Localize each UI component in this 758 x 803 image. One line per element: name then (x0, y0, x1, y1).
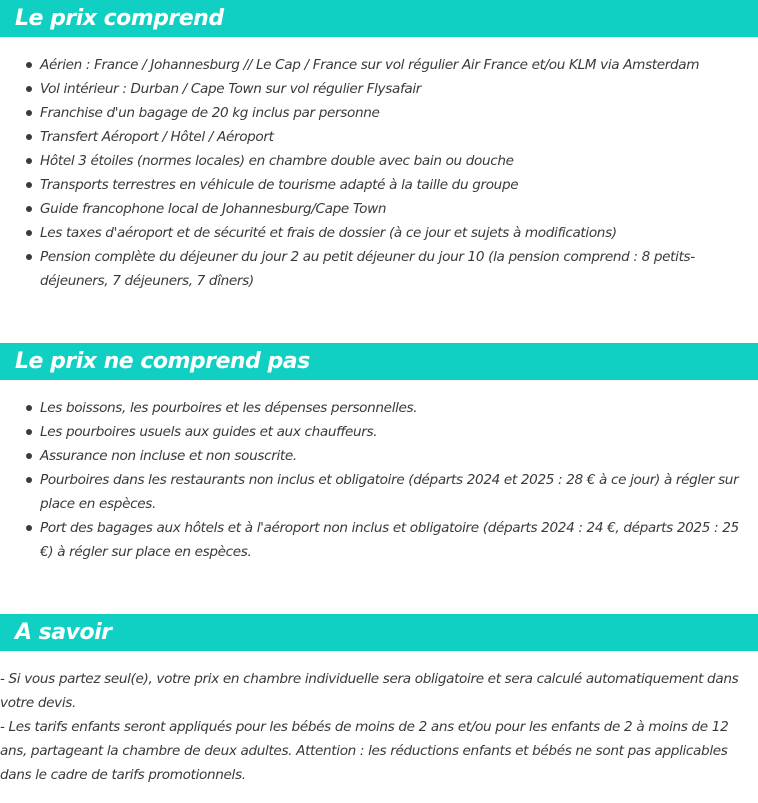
list-item: Franchise d'un bagage de 20 kg inclus par personne (0, 101, 758, 125)
list-item: Assurance non incluse et non souscrite. (0, 444, 758, 468)
list-item: Guide francophone local de Johannesburg/Cape Town (0, 197, 758, 221)
list-item: Hôtel 3 étoiles (normes locales) en chambre double avec bain ou douche (0, 149, 758, 173)
info-note: - Les tarifs enfants seront appliqués pour les bébés de moins de 2 ans et/ou pour les enfants de 2 à moins de 12 ans, partageant la chambre de deux adultes. Attention : les réductions enfants et bébés ne sont pas applicables dans le cadre de tarifs promotionnels. (0, 719, 729, 783)
section-header-info (0, 614, 758, 651)
list-item: Pension complète du déjeuner du jour 2 au petit déjeuner du jour 10 (la pension comprend : 8 petits-déjeuners, 7 déjeuners, 7 dîners) (0, 245, 758, 293)
section-title-included: Le prix comprend (15, 6, 224, 31)
info-notes (0, 667, 756, 787)
list-item: Les taxes d'aéroport et de sécurité et frais de dossier (à ce jour et sujets à modifications) (0, 221, 758, 245)
included-list (0, 53, 758, 293)
section-title-excluded: Le prix ne comprend pas (15, 349, 310, 374)
list-item: Les pourboires usuels aux guides et aux chauffeurs. (0, 420, 758, 444)
info-note: - Si vous partez seul(e), votre prix en chambre individuelle sera obligatoire et sera calculé automatiquement dans votre devis. (0, 671, 739, 711)
excluded-list (0, 396, 758, 564)
list-item: Vol intérieur : Durban / Cape Town sur vol régulier Flysafair (0, 77, 758, 101)
list-item: Transports terrestres en véhicule de tourisme adapté à la taille du groupe (0, 173, 758, 197)
section-header-included (0, 0, 758, 37)
list-item: Aérien : France / Johannesburg // Le Cap / France sur vol régulier Air France et/ou KLM via Amsterdam (0, 53, 758, 77)
section-title-info: A savoir (15, 620, 112, 645)
section-header-excluded (0, 343, 758, 380)
list-item: Transfert Aéroport / Hôtel / Aéroport (0, 125, 758, 149)
list-item: Port des bagages aux hôtels et à l'aéroport non inclus et obligatoire (départs 2024 : 24 €, départs 2025 : 25 €) à régler sur place en espèces. (0, 516, 758, 564)
list-item: Les boissons, les pourboires et les dépenses personnelles. (0, 396, 758, 420)
list-item: Pourboires dans les restaurants non inclus et obligatoire (départs 2024 et 2025 : 28 € à ce jour) à régler sur place en espèces. (0, 468, 758, 516)
